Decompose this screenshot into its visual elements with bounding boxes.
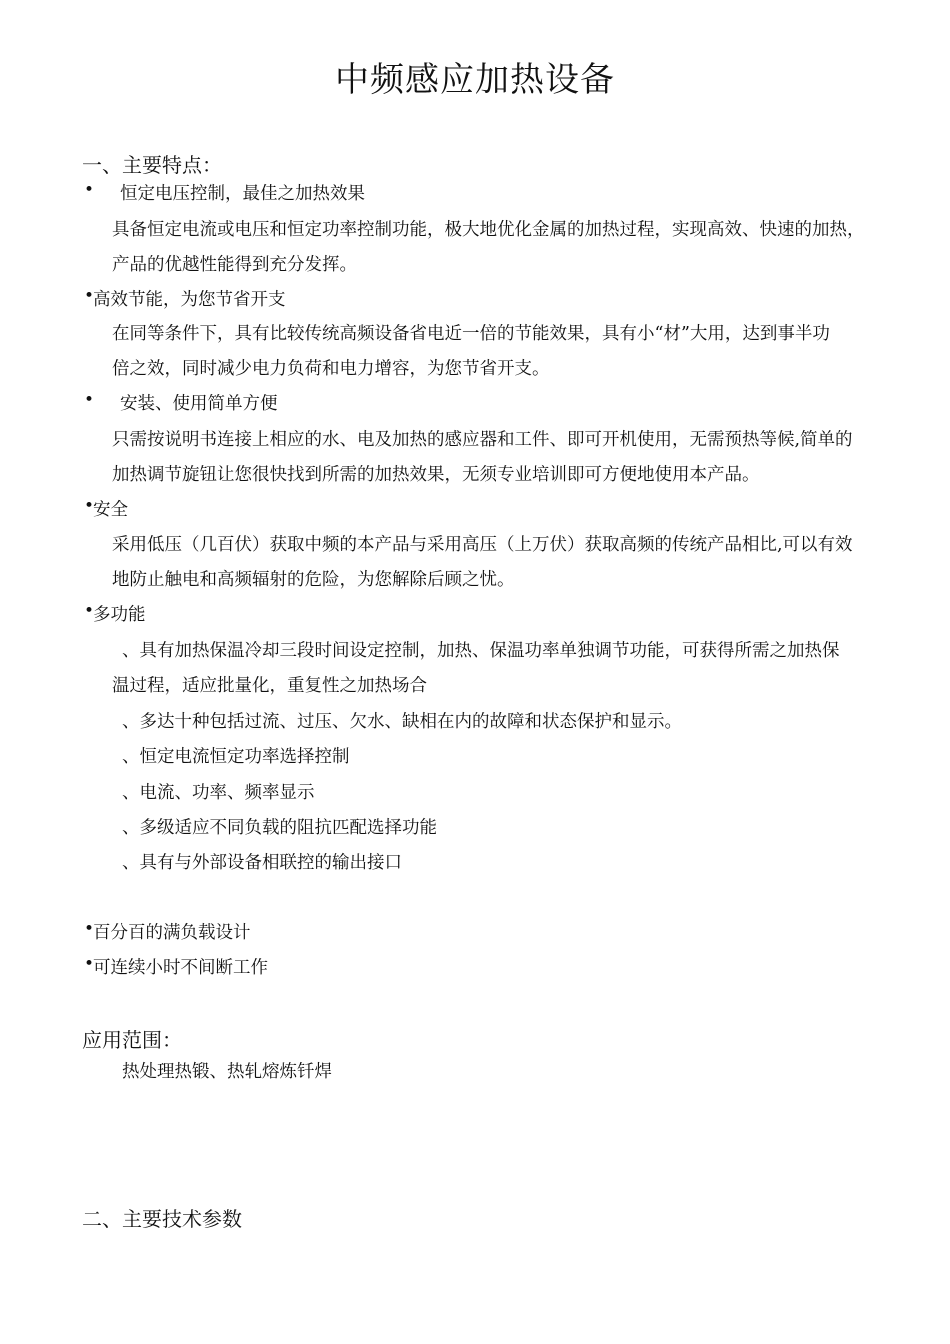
feature-body-line: 地防止触电和高频辐射的危险，为您解除后顾之忧。 — [112, 570, 515, 590]
bullet-marker: • — [84, 496, 95, 516]
feature-title-easy-install: 安装、使用简单方便 — [120, 394, 278, 414]
feature-title-continuous-work: 可连续小时不间断工作 — [93, 958, 268, 978]
bullet-marker: • — [84, 919, 95, 939]
feature-title-full-load: 百分百的满负载设计 — [93, 923, 251, 943]
feature-body-line: 产品的优越性能得到充分发挥。 — [112, 255, 357, 275]
feature-body-line: 、多达十种包括过流、过压、欠水、缺相在内的故障和状态保护和显示。 — [122, 712, 682, 732]
bullet-marker: • — [84, 601, 95, 621]
feature-body-line: 、电流、功率、频率显示 — [122, 783, 315, 803]
application-text: 热处理热锻、热轧熔炼钎焊 — [122, 1062, 332, 1082]
bullet-marker: • — [84, 286, 95, 306]
section-heading-parameters: 二、主要技术参数 — [82, 1207, 242, 1231]
feature-body-line: 、多级适应不同负载的阻抗匹配选择功能 — [122, 818, 437, 838]
feature-body-line: 、具有加热保温冷却三段时间设定控制，加热、保温功率单独调节功能，可获得所需之加热保 — [122, 641, 840, 661]
feature-body-line: 温过程，适应批量化，重复性之加热场合 — [112, 676, 427, 696]
bullet-marker: • — [84, 390, 95, 410]
application-heading: 应用范围： — [82, 1028, 182, 1052]
feature-body-line: 采用低压（几百伏）获取中频的本产品与采用高压（上万伏）获取高频的传统产品相比,可以有效 — [112, 535, 853, 555]
feature-body-line: 加热调节旋钮让您很快找到所需的加热效果，无须专业培训即可方便地使用本产品。 — [112, 465, 760, 485]
feature-title-safety: 安全 — [93, 500, 128, 520]
bullet-marker: • — [84, 180, 95, 200]
section-heading-features: 一、主要特点： — [82, 153, 222, 177]
feature-body-line: 具备恒定电流或电压和恒定功率控制功能，极大地优化金属的加热过程，实现高效、快速的加热， — [112, 220, 865, 240]
feature-body-line: 、恒定电流恒定功率选择控制 — [122, 747, 350, 767]
bullet-marker: • — [84, 954, 95, 974]
document-title: 中频感应加热设备 — [335, 60, 615, 100]
feature-title-voltage-control: 恒定电压控制，最佳之加热效果 — [120, 184, 365, 204]
feature-body-line: 只需按说明书连接上相应的水、电及加热的感应器和工件、即可开机使用，无需预热等候,简单的 — [112, 430, 853, 450]
feature-body-line: 在同等条件下，具有比较传统高频设备省电近一倍的节能效果，具有小“材”大用，达到事半功 — [112, 324, 830, 344]
feature-body-line: 、具有与外部设备相联控的输出接口 — [122, 853, 402, 873]
feature-body-line: 倍之效，同时减少电力负荷和电力增容，为您节省开支。 — [112, 359, 550, 379]
feature-title-multifunction: 多功能 — [93, 605, 146, 625]
feature-title-energy-saving: 高效节能，为您节省开支 — [93, 290, 286, 310]
